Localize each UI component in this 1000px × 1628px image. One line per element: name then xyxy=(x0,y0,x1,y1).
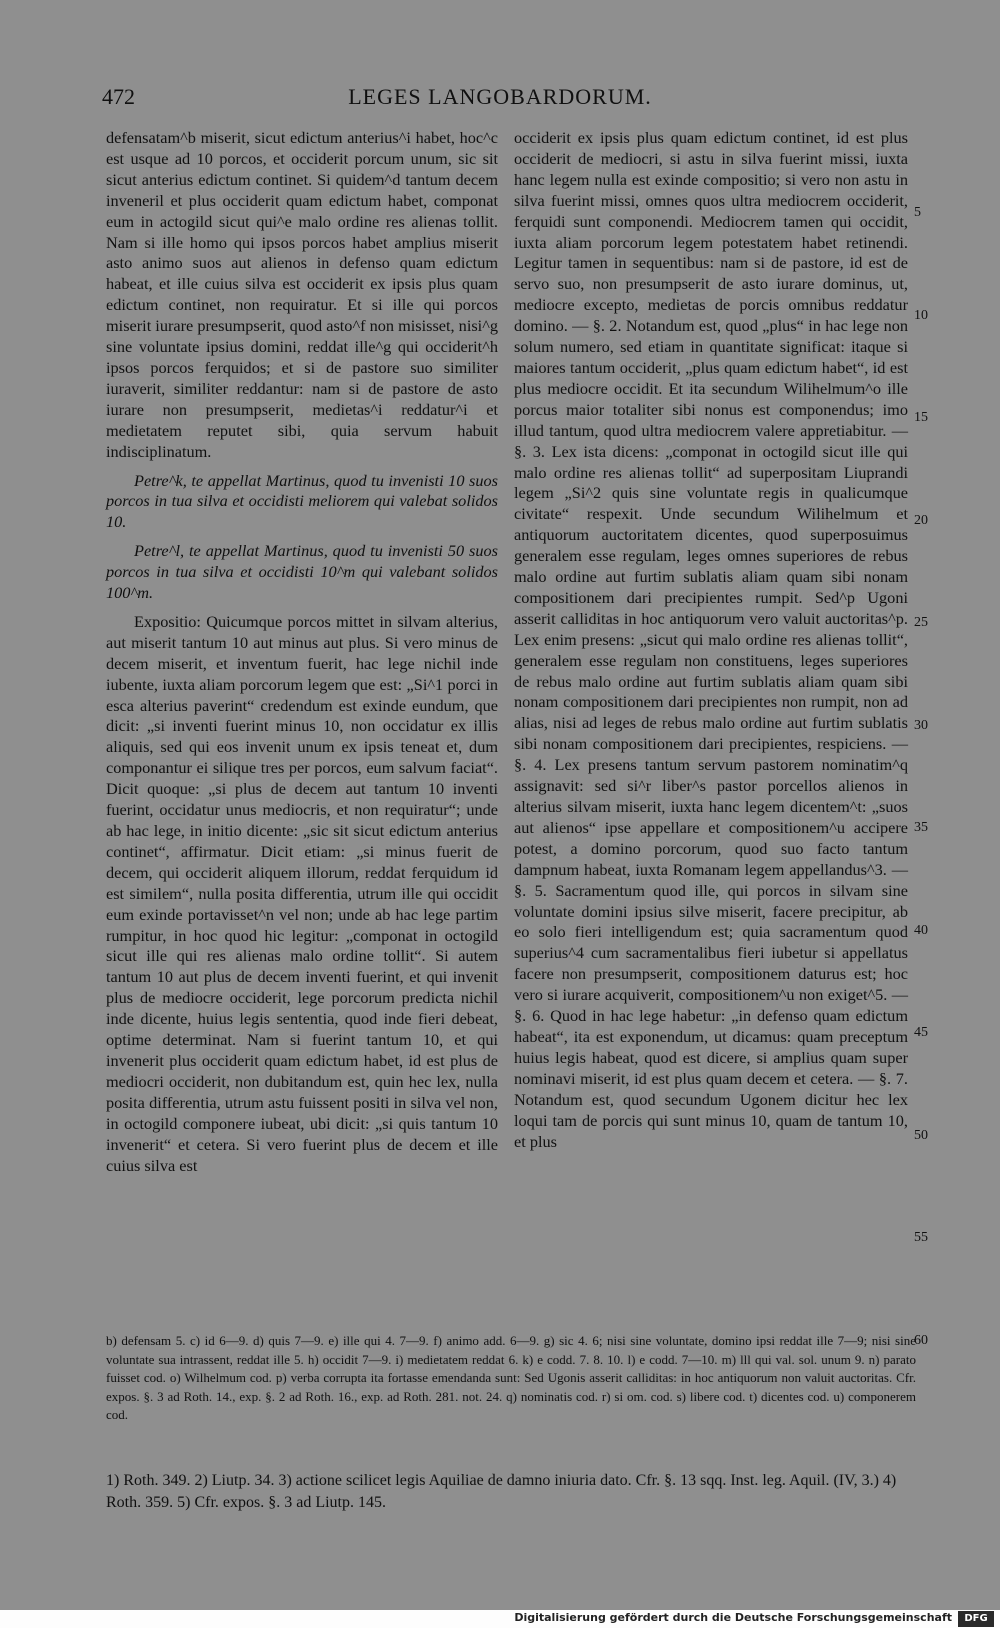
digitization-footer xyxy=(0,1610,1000,1628)
formula-paragraph-2: Petre^l, te appellat Martinus, quod tu invenisti 50 suos porcos in tua silva et occidisti 10^m qui valebant solidos 100^m. xyxy=(106,541,498,603)
line-number: 40 xyxy=(914,923,928,938)
expositio-paragraph: Expositio: Quicumque porcos mittet in silvam alterius, aut miserit tantum 10 aut minus aut plus. Si vero minus de decem miserit, et inventum fuerit, hac lege nichil inde iubente, iuxta aliam porcorum legem que est: „Si^1 porci in esca alterius paverint“ credendum est exinde eundum, que dicit: „si inventi fuerint minus 10, non occidatur ex illis aliquis, sed qui eos invenit unum ex ipsis teneat et, dum componantur ei silique tres per porcos, eum salvum faciat“. Dicit quoque: „si plus de decem aut tantum 10 inventi fuerint, occidatur unus mediocris, et non requiratur“; unde ab hac lege, in initio dicente: „sic sit sicut edictum anterius continet“, affirmatur. Dicit etiam: „si minus fuerit de decem, qui occiderit aliquem illorum, reddat ferquidum id est similem“, nulla posita differentia, utrum ille qui occidit eum exinde portavisset^n vel non; unde ab hac lege partim rumpitur, in hoc quod hic legitur: „componat in octogild sicut ille qui res alienas malo ordine tollit“. Si autem tantum 10 aut plus de decem inventi fuerint, et qui invenit plus de mediocre occiderit, lege porcorum predicta nichil inde dicente, huius legis sententia, quod inde fieri debeat, optime determinat. Nam si fuerint tantum 10, et qui invenerit plus occiderit quam edictum habet, id est plus de mediocri occiderit, non dubitandum est, quin hec lex, nulla posita differentia, utrum astu fuissent positi in silva vel non, in octogild componere iubeat, ubi dicit: „si quis tantum 10 invenerit“ et cetera. Si vero fuerint plus de decem et ille cuius silva est xyxy=(106,611,498,1175)
critical-apparatus: b) defensam 5. c) id 6—9. d) quis 7—9. e) ille qui 4. 7—9. f) animo add. 6—9. g) sic 4. 6; nisi sine voluntate, domino ipsi reddat ille 7—9; nisi sine voluntate sua intrassent, reddat ille 5. h) occidit 7—9. i) medietatem reddat 6. k) e codd. 7. 8. 10. l) e codd. 7—10. m) lll qui val. sol. unum 9. n) parato fuisset cod. o) Wilhelmum cod. p) verba corrupta ita fortasse emendanda sunt: Sed Ugonis asserit calliditas: in hoc antiquorum non valuit auctoritas. Cfr. expos. §. 3 ad Roth. 14., exp. §. 2 ad Roth. 16., exp. ad Roth. 281. not. 24. q) nominatis cod. r) si om. cod. s) libere cod. t) dicentes cod. u) componerem cod. xyxy=(106,1333,916,1422)
line-number: 30 xyxy=(914,718,928,733)
line-number: 60 xyxy=(914,1333,928,1348)
line-number: 25 xyxy=(914,615,928,630)
line-number: 35 xyxy=(914,820,928,835)
expositio-continuation: occiderit ex ipsis plus quam edictum continet, id est plus occiderit de mediocri, si astu in silva fuerint missi, iuxta hanc legem nulla est exinde compositio; si vero non astu in silva fuerint missi, omnes quos ultra mediocrem occiderit, ferquidi sunt componendi. Mediocrem tamen qui occidit, iuxta aliam porcorum legem potestatem habet retinendi. Legitur tamen in sequentibus: nam si de pastore, id est de servo suo, non presumpserit de asto iurare dominus, ut, mediocre excepto, medietas de porcis omnibus reddatur domino. — §. 2. Notandum est, quod „plus“ in hac lege non solum numero, sed etiam in quantitate significat: itaque si maiores tantum occiderit, „plus quam edictum habet“, id est plus mediocre occidit. Et ita secundum Wilihelmum^o ille porcus maior totaliter sibi nonus est componendus; imo illud tantum, quod ultra mediocrem valere appretiabitur. — §. 3. Lex ista dicens: „componat in octogild sicut ille qui malo ordine res alienas tollit“ ad superpositam Liuprandi legem „Si^2 quis sine voluntate regis in qualicumque civitate“ respexit. Unde secundum Wilihelmum et antiquorum auctoritatem dicentes, quod superposuimus generalem esse regulam, leges omnes superiores de rebus malo ordine aut furtim sublatis aliam quam sibi nonam compositionem dari precipientes rumpit. Sed^p Ugoni asserit calliditas in hoc antiquorum vero valuit auctoritas^p. Lex enim presens: „sicut qui malo ordine res alienas tollit“, generalem esse regulam non constituens, leges superiores de rebus malo ordine aut furtim sublatis aliam quam sibi nonam compositionem dari precipientes non rumpit, non ad alias, nisi ad leges de rebus malo ordine aut furtim sublatis sibi nonam compositionem dari precipientes, respiciens. — §. 4. Lex presens tantum servum pastorem nominatim^q assignavit: sed si^r liber^s pastor porcellos alienos in alterius silvam miserit, iuxta hanc legem dicentem^t: „suos aut alienos“ ipse appellare et compositionem^u accipere potest, a domino porcorum, quod suo facto tantum dampnum habeat, iuxta Romanam legem appellandus^3. — §. 5. Sacramentum quod ille, qui porcos in silvam sine voluntate domini ipsius silve miserit, facere precipitur, ab eo solo fieri intelligendum est; quia sacramentum quod superius^4 cum sacramentalibus fieri iubetur si appellatus facere non presumpserit, compositionem daturus est; hoc vero si iurare acquiverit, compositionem^u non exiget^5. — §. 6. Quod in hac lege habetur: „in defenso quam edictum habeat“, ita est exponendum, ut dicamus: quam preceptum huius legis habeat, quod est dicere, si amplius quam super nominavi miserit, id est plus quam decem et cetera. — §. 7. Notandum est, quod secundum Ugonem dicitur hec lex loqui tam de porcis qui sunt minus 10, quam de tantum 10, et plus xyxy=(514,128,908,1151)
law-text-paragraph: defensatam^b miserit, sicut edictum anterius^i habet, hoc^c est usque ad 10 porcos, et occiderit porcum unum, sic sit sicut anterius edictum continet. Si quidem^d tantum decem inveneril et plus occiderit quam edictum habet, componat eum in actogild sicut qui^e malo ordine res alienas tollit. Nam si ille homo qui ipsos porcos habet amplius miserit asto animo suos aut alienos in defenso quam edictum habeat, et ille cuius silva est occiderit ex ipsis plus quam edictum continet, non requiratur. Et si ille qui porcos miserit iurare presumpserit, quod asto^f non misisset, nisi^g sine voluntate ipsius domini, reddat ille^g qui occiderit^h ipsos porcos ferquidos; et si de pastore suo similiter iuraverit, similiter reddantur: nam si de pastore de asto iurare non presumpserit, medietas^i reddatur^i et medietatem reputet sibi, quia servum habuit indisciplinatum. xyxy=(106,128,498,461)
line-number: 15 xyxy=(914,410,928,425)
footnotes: 1) Roth. 349. 2) Liutp. 34. 3) actione scilicet legis Aquiliae de damno iniuria dato. Cfr. §. 13 sqq. Inst. leg. Aquil. (IV, 3.) 4) Roth. 359. 5) Cfr. expos. §. 3 ad Liutp. 145. xyxy=(106,1472,897,1511)
line-number: 10 xyxy=(914,308,928,323)
line-number: 50 xyxy=(914,1128,928,1143)
formula-paragraph-1: Petre^k, te appellat Martinus, quod tu invenisti 10 suos porcos in tua silva et occidisti meliorem qui valebat solidos 10. xyxy=(106,470,498,532)
right-column xyxy=(514,128,908,1152)
line-number: 5 xyxy=(914,205,921,220)
dfg-logo-icon: DFG xyxy=(958,1611,994,1627)
page-number: 472 xyxy=(102,84,135,109)
line-number: 45 xyxy=(914,1025,928,1040)
running-title: LEGES LANGOBARDORUM. xyxy=(348,84,652,109)
left-column xyxy=(106,128,498,1176)
page-header xyxy=(0,84,1000,116)
line-number: 20 xyxy=(914,513,928,528)
footer-credit: Digitalisierung gefördert durch die Deutsche Forschungsgemeinschaft xyxy=(514,1611,952,1624)
line-number: 55 xyxy=(914,1230,928,1245)
